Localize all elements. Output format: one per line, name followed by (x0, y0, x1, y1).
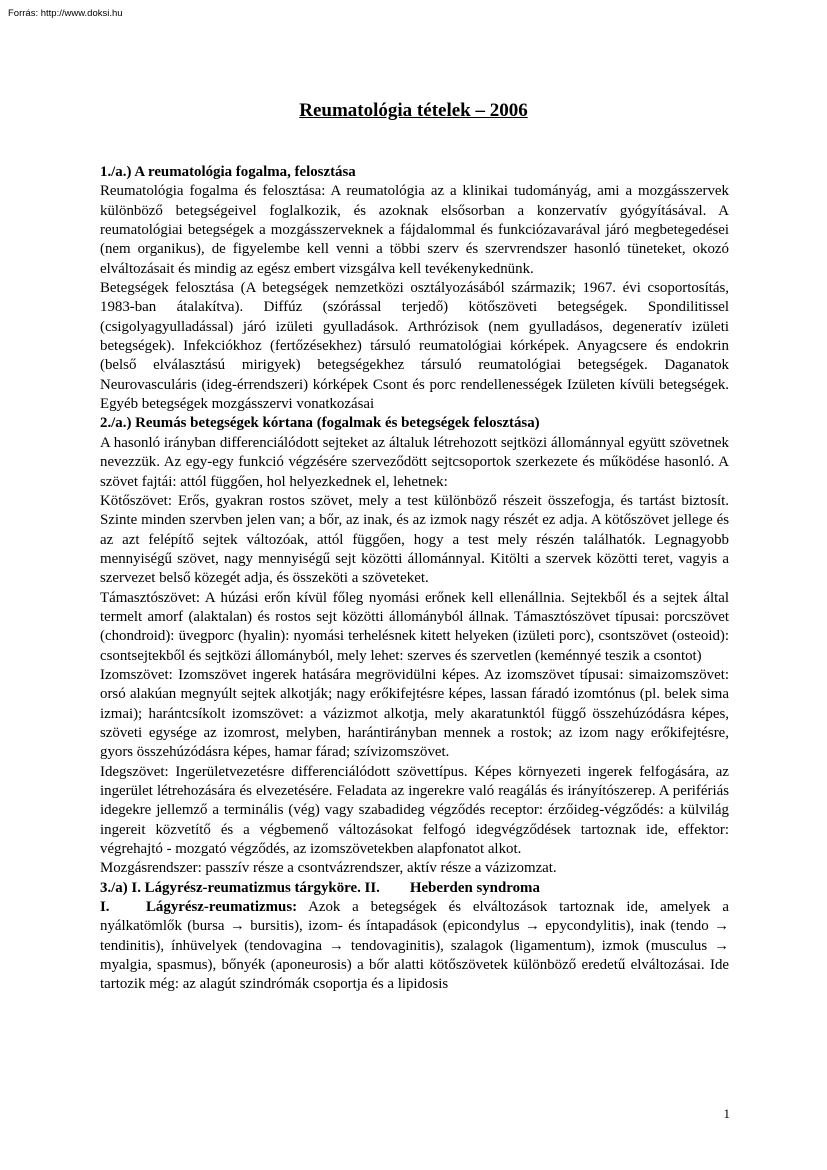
section-2-paragraph-6: Mozgásrendszer: passzív része a csontvázrendszer, aktív része a vázizomzat. (100, 860, 557, 877)
source-note: Forrás: http://www.doksi.hu (8, 8, 123, 19)
section-3-heading-a: 3./a) I. Lágyrész-reumatizmus tárgyköre. II. (100, 879, 380, 896)
section-2-paragraph-3: Támasztószövet: A húzási erőn kívül főleg nyomási erőnek kell ellenállnia. Sejtekből és a sejtek által termelt amorf (alaktalan) és rostos sejt közötti állományból állnak. Támasztószövet típusai: porcszövet (chondroid): üvegporc (hyalin): nyomási terhelésnek kitett helyeken (izületi porc), csontszövet (osteoid): csontsejtekből és sejtközi állományból, mely lehet: szerves és szervetlen (keménnyé teszik a csontot) (100, 589, 729, 664)
section-2-paragraph-4: Izomszövet: Izomszövet ingerek hatására megrövidülni képes. Az izomszövet típusai: simaizomszövet: orsó alakúan megnyúlt sejtek alkotják; nagy erőkifejtésre képes, lassan fáradó izomtónus (pl. belek sima izmai); harántcsíkolt izomszövet: a vázizmot alkotja, mely akaratunktól függő összehúzódásra képes, szöveti egysége az izomrost, melyben, harántirányban mennek a rostok; az izom nagy erőkifejtésre, gyors összehúzódásra képes, hamar fárad; szívizomszövet. (100, 666, 729, 761)
document-body (100, 163, 729, 995)
section-1-heading: 1./a.) A reumatológia fogalma, felosztása (100, 164, 356, 180)
section-1-paragraph-2: Betegségek felosztása (A betegségek nemzetközi osztályozásából származik; 1967. évi csoportosítás, 1983-ban átalakítva). Diffúz (szórással terjedő) kötőszöveti betegségek. Spondilitissel (csigolyagyulladással) járó izületi gyulladások. Arthrózisok (nem gyulladásos, degeneratív izületi betegségek). Infekciókhoz (fertőzésekhez) társuló reumatológiai kórképek. Anyagcsere és endokrin (belső elválasztású mirigyek) betegségekhez társuló reumatológiai betegségek. Daganatok Neurovasculáris (ideg-érrendszeri) kórképek Csont és porc rendellenességek Izületen kívüli betegségek. Egyéb betegségek mozgásszervi vonatkozásai (100, 280, 729, 413)
section-3-item-1 (100, 898, 729, 995)
section-2-heading: 2./a.) Reumás betegségek kórtana (fogalmak és betegségek felosztása) (100, 415, 540, 432)
section-2-paragraph-2: Kötőszövet: Erős, gyakran rostos szövet, mely a test különböző részeit összefogja, és tartást biztosít. Szinte minden szervben jelen van; a bőr, az inak, és az izmok nagy részét ez adja. A kötőszövet jellege és az azt felépítő sejtek változóak, attól függően, hogy a test mely részén találhatók. Legnagyobb mennyiségű szövet, nagy mennyiségű sejt közötti állománnyal. Kitölti a szervek közötti teret, vagyis a szervezet belső közegét adja, és összeköti a szöveteket. (100, 492, 729, 587)
section-3-heading (100, 879, 729, 898)
section-1-paragraph-1: Reumatológia fogalma és felosztása: A reumatológia az a klinikai tudományág, ami a mozgásszervek különböző betegségeivel foglalkozik, és azoknak elsősorban a konzervatív gyógyításával. A reumatológiai betegségek a mozgásszerveknek a fájdalommal és funkciózavarával járó megbetegedései (nem organikus), de figyelembe kell venni a többi szerv és szervrendszer hasonló tüneteket, okozó elváltozásait és mindig az egész embert vizsgálva kell tevékenykednünk. (100, 183, 729, 277)
section-2-paragraph-1: A hasonló irányban differenciálódott sejteket az általuk létrehozott sejtközi állománnyal együtt szövetnek nevezzük. Az egy-egy funkció végzésére szerveződött sejtcsoportok szerkezete és működése hasonló. A szövet fajtái: attól függően, hol helyezkednek el, lehetnek: (100, 434, 729, 490)
section-3-item-number: I. (100, 899, 110, 916)
section-2-paragraph-5: Idegszövet: Ingerületvezetésre differenciálódott szövettípus. Képes környezeti ingerek felfogására, az ingerület létrehozására és elvezetésére. Feladata az ingerekre való reagálás és irányítószerep. A perifériás idegekre jellemző a terminális (vég) vagy szabadideg végződés receptor: érzőideg-végződés: a külvilág ingereit közvetítő és a végbemenő változásokat felfogó idegvégződések tartoznak ide, effektor: végrehajtó - mozgató végződés, az izomszövetekben alapfonatot alkot. (100, 763, 729, 858)
document-title: Reumatológia tételek – 2006 (299, 100, 528, 121)
section-3-item-label: Lágyrész-reumatizmus: (146, 899, 298, 916)
section-3-item-text: Azok a betegségek és elváltozások tartoznak ide, amelyek a nyálkatömlők (bursa → bursitis), izom- és íntapadások (epicondylus → epycondylitis), inak (tendo → tendinitis), ínhüvelyek (tendovagina → tendovaginitis), szalagok (ligamentum), izmok (musculus → myalgia, spasmus), bőnyék (aponeurosis) a bőr alatti kötőszövetek különböző eredetű elváltozásai. Ide tartozik még: az alagút szindrómák csoportja és a lipidosis (100, 899, 729, 993)
page-number: 1 (723, 1106, 730, 1121)
section-3-heading-b: Heberden syndroma (409, 879, 540, 896)
